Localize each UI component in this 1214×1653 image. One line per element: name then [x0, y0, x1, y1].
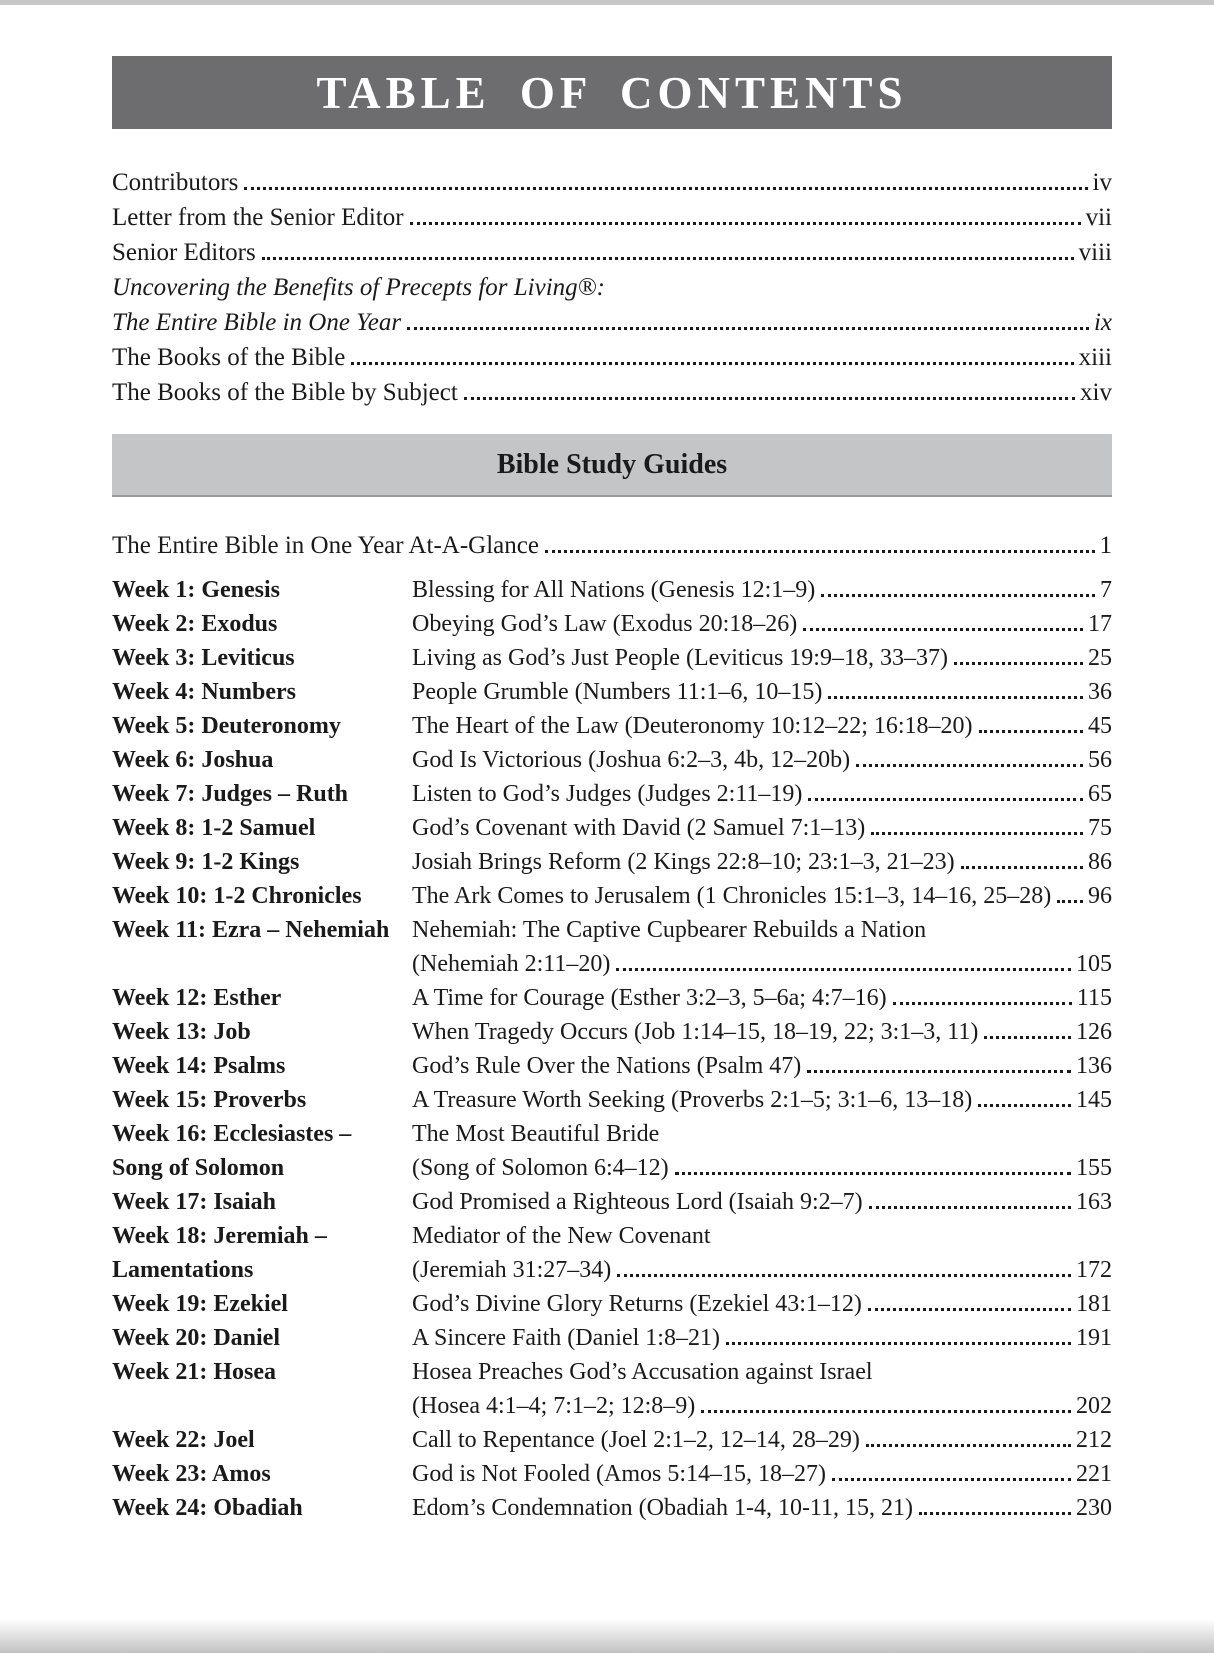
week-label [112, 1185, 412, 1219]
week-row [112, 709, 1112, 743]
week-label-line: Week 11: Ezra – Nehemiah [112, 917, 390, 943]
week-page: 145 [1076, 1087, 1112, 1113]
toc-entry [112, 165, 1112, 200]
week-list [112, 573, 1112, 1525]
week-desc [412, 1491, 1112, 1525]
week-desc [412, 913, 1112, 981]
dot-leader [832, 1478, 1071, 1481]
toc-entry [112, 528, 1112, 563]
week-row [112, 981, 1112, 1015]
week-row [112, 879, 1112, 913]
week-desc-text: Obeying God’s Law (Exodus 20:18–26) [412, 611, 798, 637]
week-desc-text: God Is Victorious (Joshua 6:2–3, 4b, 12–20b) [412, 747, 851, 773]
page-edge-bottom [0, 1619, 1214, 1653]
week-desc-text: God’s Rule Over the Nations (Psalm 47) [412, 1053, 802, 1079]
page-content [112, 0, 1112, 1525]
week-desc-text: Josiah Brings Reform (2 Kings 22:8–10; 23:1–3, 21–23) [412, 849, 955, 875]
week-label-line: Week 9: 1-2 Kings [112, 849, 300, 875]
dot-leader [978, 1104, 1071, 1107]
week-desc-line [412, 1015, 1112, 1049]
week-row [112, 1117, 1112, 1185]
dot-leader [545, 550, 1095, 553]
week-desc-text: (Song of Solomon 6:4–12) [412, 1155, 669, 1181]
week-row [112, 1049, 1112, 1083]
week-desc-text: Blessing for All Nations (Genesis 12:1–9) [412, 577, 816, 603]
week-label [112, 777, 412, 811]
toc-entry-label: Letter from the Senior Editor [112, 204, 404, 231]
week-label-line: Week 6: Joshua [112, 747, 274, 773]
week-label [112, 641, 412, 675]
week-desc-text: (Nehemiah 2:11–20) [412, 951, 611, 977]
toc-entry-page: viii [1078, 239, 1112, 266]
week-desc [412, 1355, 1112, 1423]
week-desc-text: Living as God’s Just People (Leviticus 19:9–18, 33–37) [412, 645, 948, 671]
week-page: 105 [1076, 951, 1112, 977]
week-row [112, 607, 1112, 641]
dot-leader [807, 1070, 1071, 1073]
week-desc [412, 1219, 1112, 1287]
week-page: 56 [1088, 747, 1112, 773]
week-desc-line [412, 981, 1112, 1015]
week-desc [412, 743, 1112, 777]
week-page: 45 [1088, 713, 1112, 739]
week-label-line: Week 18: Jeremiah – [112, 1223, 327, 1249]
week-page: 115 [1076, 985, 1112, 1011]
week-page: 75 [1088, 815, 1112, 841]
dot-leader [726, 1342, 1071, 1345]
week-label-line: Week 7: Judges – Ruth [112, 781, 349, 807]
week-page: 136 [1076, 1053, 1112, 1079]
week-label [112, 913, 412, 981]
week-desc-text: Nehemiah: The Captive Cupbearer Rebuilds a Nation [412, 917, 927, 943]
week-desc-line [412, 1219, 1112, 1253]
week-label-line: Week 17: Isaiah [112, 1189, 277, 1215]
week-desc-line [412, 1253, 1112, 1287]
week-desc [412, 573, 1112, 607]
toc-entry-page: 1 [1099, 532, 1112, 559]
week-row [112, 743, 1112, 777]
week-page: 181 [1076, 1291, 1112, 1317]
week-page: 126 [1076, 1019, 1112, 1045]
week-desc [412, 709, 1112, 743]
dot-leader [803, 628, 1083, 631]
week-page: 163 [1076, 1189, 1112, 1215]
week-label-line: Week 22: Joel [112, 1427, 255, 1453]
week-desc-text: God’s Divine Glory Returns (Ezekiel 43:1–12) [412, 1291, 862, 1317]
week-desc-text: God Promised a Righteous Lord (Isaiah 9:2–7) [412, 1189, 863, 1215]
week-desc-line [412, 1287, 1112, 1321]
toc-entry-label: Senior Editors [112, 239, 256, 266]
week-label [112, 607, 412, 641]
week-row [112, 1423, 1112, 1457]
dot-leader [617, 1274, 1071, 1277]
week-row [112, 1185, 1112, 1219]
week-label-line: Week 8: 1-2 Samuel [112, 815, 316, 841]
dot-leader [984, 1036, 1071, 1039]
week-label-line: Week 10: 1-2 Chronicles [112, 883, 362, 909]
week-label-line: Week 3: Leviticus [112, 645, 295, 671]
week-label [112, 743, 412, 777]
section-bar [112, 434, 1112, 497]
week-desc-text: The Most Beautiful Bride [412, 1121, 660, 1147]
week-row [112, 811, 1112, 845]
dot-leader [828, 696, 1083, 699]
week-label-line: Song of Solomon [112, 1155, 285, 1181]
week-label-line: Week 24: Obadiah [112, 1495, 303, 1521]
week-desc-text: Edom’s Condemnation (Obadiah 1-4, 10-11, 15, 21) [412, 1495, 914, 1521]
dot-leader [893, 1002, 1072, 1005]
dot-leader [919, 1512, 1071, 1515]
dot-leader [410, 222, 1081, 225]
week-desc-text: People Grumble (Numbers 11:1–6, 10–15) [412, 679, 823, 705]
week-desc [412, 1083, 1112, 1117]
toc-entry-page: iv [1092, 169, 1112, 196]
week-label-line: Week 5: Deuteronomy [112, 713, 341, 739]
week-label-line: Lamentations [112, 1257, 254, 1283]
toc-entry-label: The Entire Bible in One Year [112, 309, 402, 336]
week-page: 7 [1100, 577, 1112, 603]
week-desc-line [412, 1355, 1112, 1389]
front-matter-list [112, 165, 1112, 410]
week-desc-line [412, 1423, 1112, 1457]
dot-leader [866, 1444, 1071, 1447]
dot-leader [961, 866, 1083, 869]
week-desc-text: A Treasure Worth Seeking (Proverbs 2:1–5; 3:1–6, 13–18) [412, 1087, 973, 1113]
week-row [112, 1457, 1112, 1491]
week-label [112, 1355, 412, 1423]
week-row [112, 777, 1112, 811]
week-label [112, 1423, 412, 1457]
week-desc-line [412, 675, 1112, 709]
week-page: 230 [1076, 1495, 1112, 1521]
week-page: 25 [1088, 645, 1112, 671]
week-desc-line [412, 1185, 1112, 1219]
week-desc-line [412, 1457, 1112, 1491]
week-label-line: Week 1: Genesis [112, 577, 280, 603]
week-label [112, 811, 412, 845]
week-row [112, 1491, 1112, 1525]
week-desc-text: Listen to God’s Judges (Judges 2:11–19) [412, 781, 803, 807]
week-desc [412, 1287, 1112, 1321]
toc-entry [112, 270, 1112, 305]
week-label-line: Week 21: Hosea [112, 1359, 276, 1385]
week-desc-line [412, 879, 1112, 913]
week-row [112, 1321, 1112, 1355]
week-desc-line [412, 573, 1112, 607]
week-desc-text: God is Not Fooled (Amos 5:14–15, 18–27) [412, 1461, 826, 1487]
week-desc-text: Hosea Preaches God’s Accusation against Israel [412, 1359, 873, 1385]
week-page: 191 [1076, 1325, 1112, 1351]
week-desc-line [412, 777, 1112, 811]
dot-leader [868, 1308, 1071, 1311]
week-row [112, 641, 1112, 675]
week-label [112, 1219, 412, 1287]
week-page: 172 [1076, 1257, 1112, 1283]
week-desc-text: When Tragedy Occurs (Job 1:14–15, 18–19, 22; 3:1–3, 11) [412, 1019, 979, 1045]
toc-entry-label: The Books of the Bible by Subject [112, 379, 458, 406]
week-label-line: Week 2: Exodus [112, 611, 278, 637]
week-row [112, 913, 1112, 981]
week-label [112, 1491, 412, 1525]
dot-leader [979, 730, 1083, 733]
dot-leader [954, 662, 1083, 665]
week-desc-line [412, 1083, 1112, 1117]
dot-leader [821, 594, 1095, 597]
week-desc-line [412, 1117, 1112, 1151]
toc-entry [112, 235, 1112, 270]
week-label-line: Week 23: Amos [112, 1461, 271, 1487]
dot-leader [869, 1206, 1071, 1209]
week-row [112, 1355, 1112, 1423]
week-label-line: Week 19: Ezekiel [112, 1291, 288, 1317]
week-desc-text: A Sincere Faith (Daniel 1:8–21) [412, 1325, 720, 1351]
week-desc-line [412, 811, 1112, 845]
title-bar [112, 56, 1112, 129]
week-label [112, 981, 412, 1015]
week-page: 96 [1088, 883, 1112, 909]
week-desc [412, 1457, 1112, 1491]
week-desc-text: Call to Repentance (Joel 2:1–2, 12–14, 28–29) [412, 1427, 860, 1453]
week-desc-text: The Ark Comes to Jerusalem (1 Chronicles 15:1–3, 14–16, 25–28) [412, 883, 1052, 909]
week-label-line: Week 16: Ecclesiastes – [112, 1121, 352, 1147]
week-label [112, 1287, 412, 1321]
week-desc-line [412, 1389, 1112, 1423]
week-row [112, 573, 1112, 607]
toc-entry-page: ix [1093, 309, 1112, 336]
week-desc-line [412, 1151, 1112, 1185]
week-page: 221 [1076, 1461, 1112, 1487]
week-row [112, 675, 1112, 709]
week-desc [412, 845, 1112, 879]
week-desc-line [412, 1321, 1112, 1355]
week-label-line: Week 20: Daniel [112, 1325, 280, 1351]
week-label [112, 1049, 412, 1083]
dot-leader [351, 362, 1073, 365]
week-desc-line [412, 641, 1112, 675]
dot-leader [701, 1410, 1071, 1413]
dot-leader [262, 257, 1074, 260]
toc-entry-label: The Entire Bible in One Year At-A-Glance [112, 532, 539, 559]
toc-entry-label: The Books of the Bible [112, 344, 346, 371]
week-desc-text: Mediator of the New Covenant [412, 1223, 711, 1249]
toc-entry-page: xiii [1078, 344, 1112, 371]
toc-entry [112, 305, 1112, 340]
week-label [112, 845, 412, 879]
week-label [112, 1015, 412, 1049]
week-label [112, 879, 412, 913]
toc-entry-label: Uncovering the Benefits of Precepts for Living®: [112, 274, 605, 301]
week-label [112, 573, 412, 607]
dot-leader [808, 798, 1083, 801]
week-label [112, 675, 412, 709]
dot-leader [244, 187, 1087, 190]
week-desc [412, 811, 1112, 845]
week-desc [412, 777, 1112, 811]
week-desc [412, 1185, 1112, 1219]
week-desc-line [412, 607, 1112, 641]
week-desc-text: (Jeremiah 31:27–34) [412, 1257, 612, 1283]
dot-leader [871, 832, 1083, 835]
toc-entry-label: Contributors [112, 169, 239, 196]
week-desc [412, 641, 1112, 675]
week-desc-text: (Hosea 4:1–4; 7:1–2; 12:8–9) [412, 1393, 696, 1419]
week-page: 36 [1088, 679, 1112, 705]
week-page: 155 [1076, 1155, 1112, 1181]
week-page: 86 [1088, 849, 1112, 875]
week-desc-line [412, 1491, 1112, 1525]
dot-leader [407, 327, 1089, 330]
week-label [112, 1321, 412, 1355]
week-desc-text: A Time for Courage (Esther 3:2–3, 5–6a; 4:7–16) [412, 985, 887, 1011]
week-page: 202 [1076, 1393, 1112, 1419]
week-page: 65 [1088, 781, 1112, 807]
week-label [112, 1083, 412, 1117]
toc-entry-page: xiv [1080, 379, 1112, 406]
week-desc [412, 1015, 1112, 1049]
week-desc-line [412, 709, 1112, 743]
week-desc-line [412, 845, 1112, 879]
week-desc-text: God’s Covenant with David (2 Samuel 7:1–13) [412, 815, 866, 841]
week-desc-line [412, 947, 1112, 981]
week-row [112, 845, 1112, 879]
toc-entry [112, 340, 1112, 375]
week-desc [412, 607, 1112, 641]
dot-leader [616, 968, 1071, 971]
week-label-line: Week 12: Esther [112, 985, 282, 1011]
page-title: TABLE OF CONTENTS [316, 67, 908, 118]
week-page: 212 [1076, 1427, 1112, 1453]
week-desc [412, 1117, 1112, 1185]
week-row [112, 1219, 1112, 1287]
week-label-line: Week 13: Job [112, 1019, 251, 1045]
week-desc [412, 675, 1112, 709]
dot-leader [856, 764, 1083, 767]
dot-leader [675, 1172, 1071, 1175]
week-row [112, 1083, 1112, 1117]
week-desc [412, 981, 1112, 1015]
week-label [112, 709, 412, 743]
week-desc [412, 1423, 1112, 1457]
week-desc [412, 1321, 1112, 1355]
week-label-line: Week 14: Psalms [112, 1053, 286, 1079]
dot-leader [464, 397, 1075, 400]
toc-entry [112, 200, 1112, 235]
week-label [112, 1117, 412, 1185]
dot-leader [1057, 900, 1083, 903]
week-label-line: Week 4: Numbers [112, 679, 296, 705]
week-label [112, 1457, 412, 1491]
section-title: Bible Study Guides [496, 448, 728, 480]
week-desc [412, 879, 1112, 913]
week-desc [412, 1049, 1112, 1083]
week-desc-line [412, 913, 1112, 947]
toc-entry-page: vii [1085, 204, 1112, 231]
week-row [112, 1015, 1112, 1049]
week-desc-line [412, 743, 1112, 777]
at-a-glance [112, 528, 1112, 563]
week-page: 17 [1088, 611, 1112, 637]
week-label-line: Week 15: Proverbs [112, 1087, 307, 1113]
week-desc-text: The Heart of the Law (Deuteronomy 10:12–22; 16:18–20) [412, 713, 973, 739]
week-row [112, 1287, 1112, 1321]
toc-entry [112, 375, 1112, 410]
week-desc-line [412, 1049, 1112, 1083]
